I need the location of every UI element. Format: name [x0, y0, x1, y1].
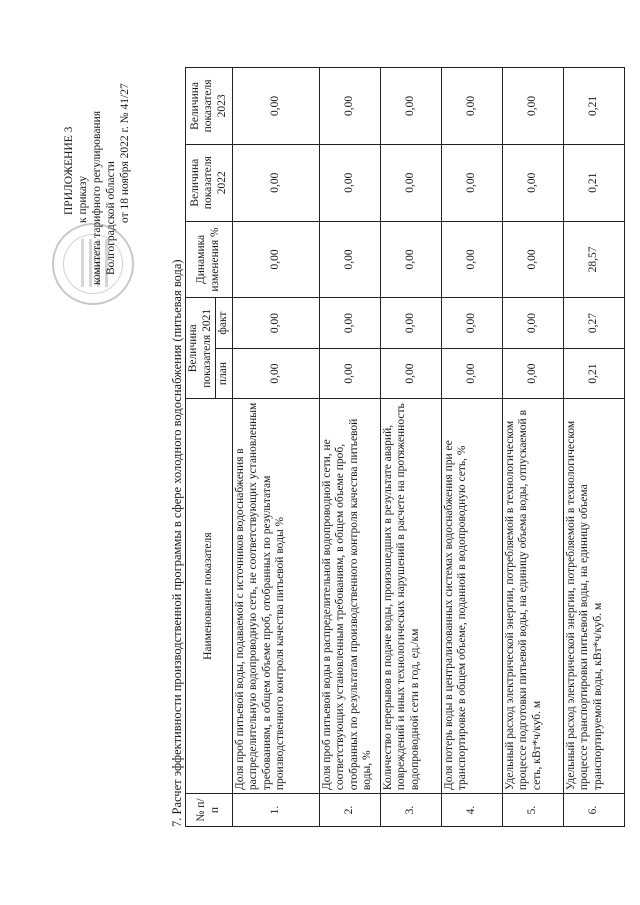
value-plan: 0,00 — [380, 348, 441, 398]
indicator-name: Доля потерь воды в централизованных системах водоснабжения при ее транспортировке в общем объеме, поданной в водопроводную сеть, % — [441, 399, 502, 794]
value-2023: 0,00 — [319, 68, 380, 145]
value-2022: 0,00 — [502, 144, 563, 221]
table-row — [441, 68, 502, 827]
value-fact: 0,00 — [441, 298, 502, 348]
value-2023: 0,00 — [502, 68, 563, 145]
table-row — [380, 68, 441, 827]
indicator-name: Доля проб питьевой воды в распределительной водопроводной сети, не соответствующих установленным требованиям, в общем объеме проб, отобранных по результатам производственного контроля качества питьевой воды, % — [319, 399, 380, 794]
header-fact: факт — [216, 298, 233, 348]
value-fact: 0,00 — [319, 298, 380, 348]
value-fact: 0,00 — [502, 298, 563, 348]
table-row — [232, 68, 319, 827]
value-dynamics: 0,00 — [319, 221, 380, 298]
appendix-region: Волгоградской области — [105, 161, 117, 275]
value-plan: 0,00 — [319, 348, 380, 398]
appendix-authority: комитета тарифного регулирования — [91, 110, 103, 285]
appendix-header — [62, 25, 132, 285]
value-2023: 0,00 — [380, 68, 441, 145]
value-2022: 0,00 — [319, 144, 380, 221]
value-2022: 0,00 — [380, 144, 441, 221]
table-row — [502, 68, 563, 827]
row-number: 5. — [502, 794, 563, 827]
header-2023: Величина показателя 2023 — [186, 68, 233, 145]
appendix-order-ref: к приказу — [77, 175, 89, 223]
row-number: 3. — [380, 794, 441, 827]
value-fact: 0,00 — [380, 298, 441, 348]
value-dynamics: 0,00 — [232, 221, 319, 298]
value-dynamics: 0,00 — [380, 221, 441, 298]
header-name: Наименование показателя — [186, 399, 233, 794]
value-2022: 0,21 — [563, 144, 624, 221]
table-caption: 7. Расчет эффективности производственной программы в сфере холодного водоснабжения (питьевая вода) — [170, 259, 184, 827]
value-dynamics: 0,00 — [441, 221, 502, 298]
value-fact: 0,27 — [563, 298, 624, 348]
value-plan: 0,00 — [502, 348, 563, 398]
value-2023: 0,21 — [563, 68, 624, 145]
value-2022: 0,00 — [441, 144, 502, 221]
header-plan: план — [216, 348, 233, 398]
row-number: 2. — [319, 794, 380, 827]
indicator-name: Удельный расход электрической энергии, потребляемой в технологическом процессе транспортировки питьевой воды, на единицу объема транспортируемой воды, кВт*ч/куб. м — [563, 399, 624, 794]
header-2021: Величина показателя 2021 — [186, 298, 216, 399]
appendix-date: от 18 ноября 2022 г. № 41/27 — [119, 83, 131, 223]
value-plan: 0,00 — [232, 348, 319, 398]
indicator-name: Удельный расход электрической энергии, потребляемой в технологическом процессе подготовки питьевой воды, на единицу объема воды, отпускаемой в сеть, кВт*ч/куб. м — [502, 399, 563, 794]
table-row — [319, 68, 380, 827]
value-dynamics: 0,00 — [502, 221, 563, 298]
value-plan: 0,00 — [441, 348, 502, 398]
value-2022: 0,00 — [232, 144, 319, 221]
header-dynamics: Динамика изменения % — [186, 221, 233, 298]
header-num: № п/п — [186, 794, 233, 827]
header-2022: Величина показателя 2022 — [186, 144, 233, 221]
value-plan: 0,21 — [563, 348, 624, 398]
value-dynamics: 28,57 — [563, 221, 624, 298]
row-number: 6. — [563, 794, 624, 827]
value-2023: 0,00 — [232, 68, 319, 145]
row-number: 4. — [441, 794, 502, 827]
value-fact: 0,00 — [232, 298, 319, 348]
appendix-title: ПРИЛОЖЕНИЕ 3 — [63, 126, 75, 215]
row-number: 1. — [232, 794, 319, 827]
indicator-name: Доля проб питьевой воды, подаваемой с источников водоснабжения в распределительную водопроводную сеть, не соответствующих установленным требованиям, в общем объеме проб, отобранных по результатам производственного контроля качества питьевой воды % — [232, 399, 319, 794]
indicator-name: Количество перерывов в подаче воды, произошедших в результате аварий, повреждений и иных технологических нарушений в расчете на протяженность водопроводной сети в год, ед./км — [380, 399, 441, 794]
table-row — [563, 68, 624, 827]
value-2023: 0,00 — [441, 68, 502, 145]
efficiency-table — [185, 67, 625, 827]
